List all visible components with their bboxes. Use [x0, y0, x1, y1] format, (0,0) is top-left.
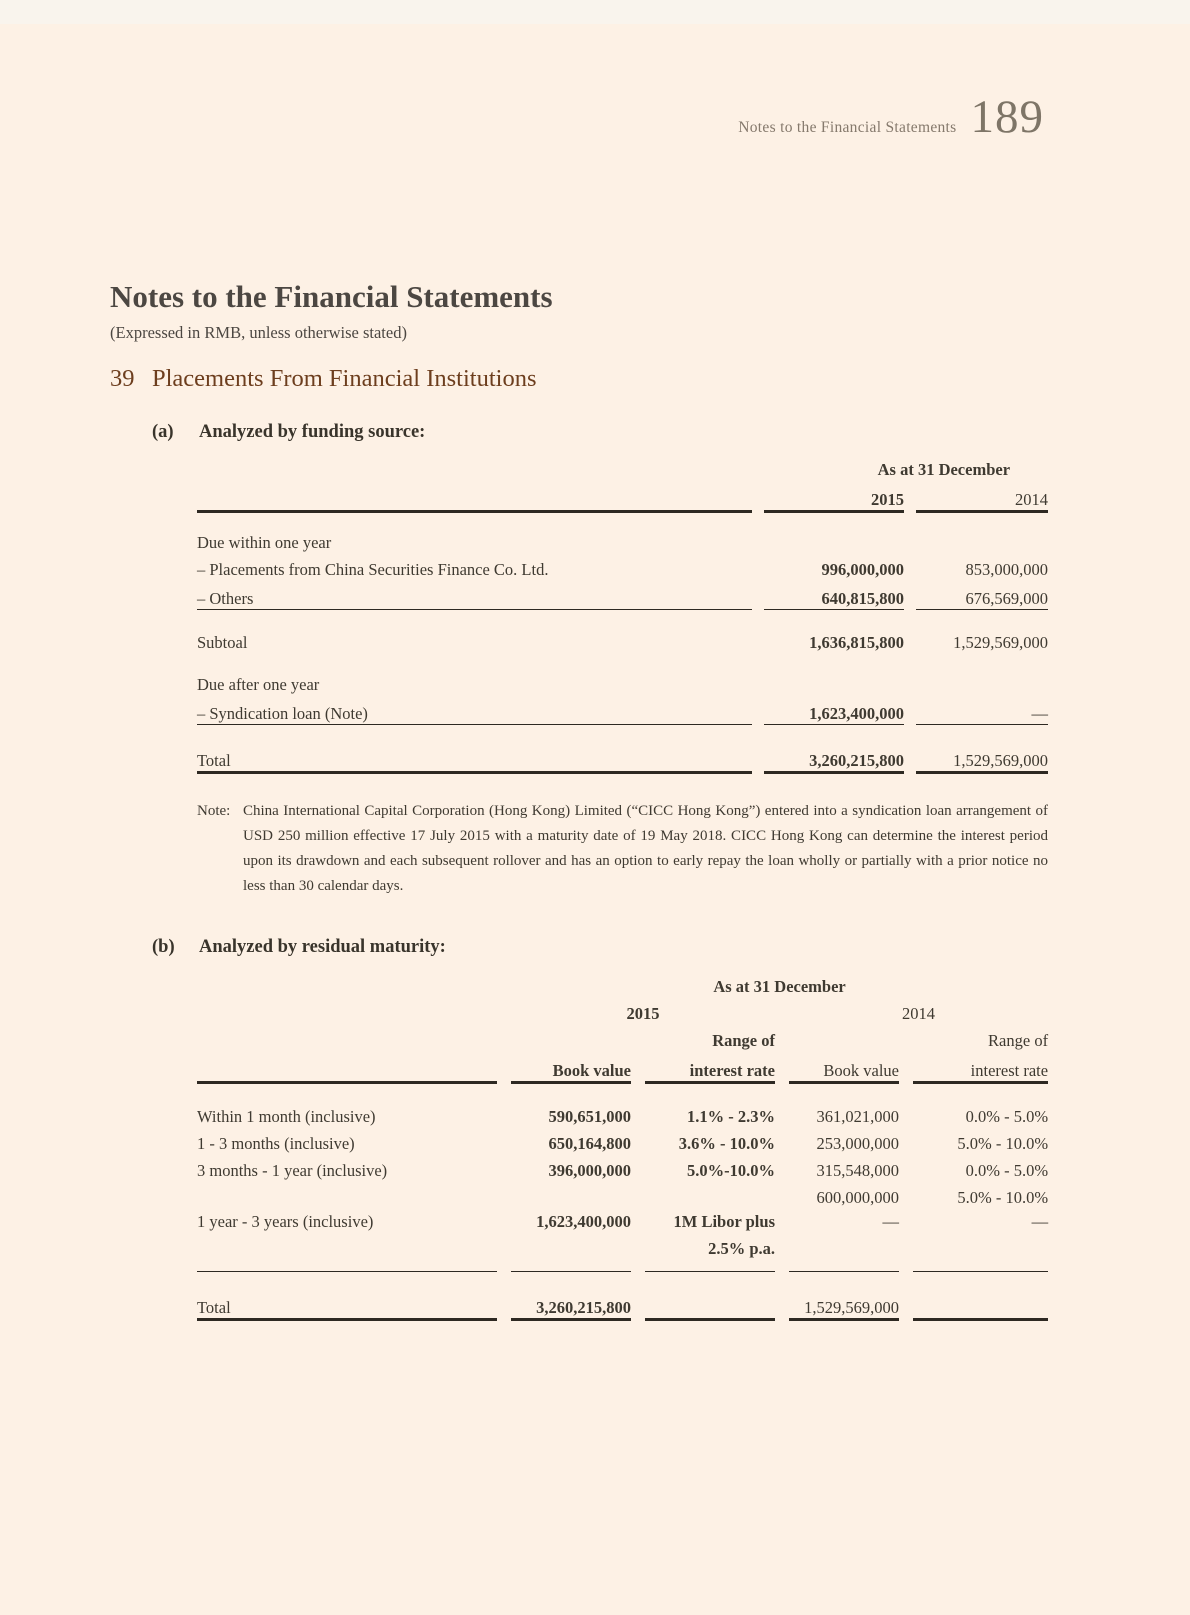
row-label: 1 year - 3 years (inclusive) — [197, 1208, 497, 1272]
table-row-total — [197, 1288, 1048, 1320]
book-value-2014-header: Book value — [789, 1051, 899, 1083]
table-row — [197, 1051, 1048, 1083]
book-value-2015: 650,164,800 — [548, 1134, 631, 1153]
book-value-2014: 253,000,000 — [816, 1134, 899, 1153]
table-row-total — [197, 741, 1048, 773]
value-2015: 1,636,815,800 — [809, 633, 904, 652]
year-2015-header: 2015 — [626, 1004, 660, 1023]
funding-source-table — [197, 454, 1048, 774]
book-value-2014: 361,021,000 — [816, 1107, 899, 1126]
running-title: Notes to the Financial Statements — [738, 119, 957, 136]
table-row — [197, 695, 1048, 725]
interest-rate-2015-header: interest rate — [645, 1051, 775, 1083]
rate-2015-line1: 1M Libor plus — [673, 1212, 775, 1231]
range-of-2015-header: Range of — [712, 1031, 775, 1050]
row-label: 1 - 3 months (inclusive) — [197, 1134, 355, 1153]
rate-2015 — [645, 1208, 775, 1272]
table-row — [197, 553, 1048, 580]
rate-2014: 5.0% - 10.0% — [957, 1134, 1049, 1153]
range-of-2014-header: Range of — [988, 1031, 1049, 1050]
page-title: Notes to the Financial Statements — [110, 279, 553, 314]
row-label: Total — [197, 1288, 497, 1320]
rate-2015: 3.6% - 10.0% — [678, 1134, 775, 1153]
residual-maturity-table — [197, 971, 1048, 1321]
period-header: As at 31 December — [713, 977, 846, 996]
period-header: As at 31 December — [877, 460, 1011, 479]
rate-2014: 0.0% - 5.0% — [965, 1107, 1049, 1126]
value-2014 — [916, 526, 1048, 553]
row-label: – Placements from China Securities Finance Co. Ltd. — [197, 560, 549, 579]
book-value-2014: 600,000,000 — [816, 1188, 899, 1207]
rate-2015 — [645, 1181, 775, 1208]
running-header — [738, 91, 1044, 143]
table-row — [197, 526, 1048, 553]
rate-2014: 0.0% - 5.0% — [965, 1161, 1049, 1180]
row-label: Due after one year — [197, 675, 320, 694]
row-label: Total — [197, 741, 752, 773]
table-row — [197, 997, 1048, 1024]
table-row — [197, 1154, 1048, 1181]
value-2014: — — [916, 695, 1048, 725]
value-2015: 3,260,215,800 — [764, 741, 904, 773]
book-value-2015: 3,260,215,800 — [511, 1288, 631, 1320]
table-row — [197, 626, 1048, 653]
book-value-2015: 590,651,000 — [548, 1107, 631, 1126]
book-value-2014: 1,529,569,000 — [789, 1288, 899, 1320]
row-label: Within 1 month (inclusive) — [197, 1107, 376, 1126]
rate-2014: 5.0% - 10.0% — [957, 1188, 1049, 1207]
section-heading — [110, 364, 1190, 394]
value-2014: 676,569,000 — [916, 580, 1048, 610]
rate-2015: 1.1% - 2.3% — [687, 1107, 775, 1126]
table-row — [197, 668, 1048, 695]
page-top-edge — [0, 0, 1190, 24]
book-value-2015: 1,623,400,000 — [511, 1208, 631, 1272]
value-2015: 640,815,800 — [764, 580, 904, 610]
value-2014: 1,529,569,000 — [953, 633, 1049, 652]
value-2014 — [916, 668, 1048, 695]
note-block — [197, 799, 1048, 899]
section-number: 39 — [110, 365, 135, 392]
rate-2014: — — [913, 1208, 1048, 1272]
subsection-b-title: Analyzed by residual maturity: — [199, 937, 446, 957]
row-label: – Others — [197, 580, 752, 610]
section-title: Placements From Financial Institutions — [152, 365, 537, 392]
subsection-a-title: Analyzed by funding source: — [199, 422, 426, 442]
table-row — [197, 454, 1048, 480]
year-2015-header: 2015 — [764, 480, 904, 512]
table-row — [197, 1100, 1048, 1127]
book-value-2014: — — [789, 1208, 899, 1272]
value-2015: 1,623,400,000 — [764, 695, 904, 725]
table-row — [197, 580, 1048, 610]
value-2015 — [764, 668, 904, 695]
row-label: Subtoal — [197, 633, 248, 652]
rate-2015: 5.0%-10.0% — [687, 1161, 775, 1180]
year-2014-header: 2014 — [902, 1004, 936, 1023]
year-2014-header: 2014 — [916, 480, 1048, 512]
book-value-2014: 315,548,000 — [816, 1161, 899, 1180]
table-row — [197, 1208, 1048, 1272]
value-2015 — [764, 526, 904, 553]
row-label: 3 months - 1 year (inclusive) — [197, 1161, 388, 1180]
table-row — [197, 1181, 1048, 1208]
rate-2015-line2: 2.5% p.a. — [708, 1239, 775, 1258]
page-number: 189 — [970, 91, 1044, 143]
book-value-2015-header: Book value — [511, 1051, 631, 1083]
row-label: Due within one year — [197, 533, 332, 552]
note-label: Note: — [197, 803, 231, 819]
subsection-b-label: (b) — [152, 937, 175, 957]
table-row — [197, 1127, 1048, 1154]
table-row — [197, 971, 1048, 997]
interest-rate-2014-header: interest rate — [913, 1051, 1048, 1083]
subsection-a-heading — [152, 420, 1190, 444]
value-2014: 1,529,569,000 — [916, 741, 1048, 773]
subsection-b-heading — [152, 935, 1190, 959]
book-value-2015: 396,000,000 — [548, 1161, 631, 1180]
note-text: China International Capital Corporation (Hong Kong) Limited (“CICC Hong Kong”) entered into a syndication loan arrangement of USD 250 million effective 17 July 2015 with a maturity date of 19 May 2018. CICC Hong Kong can determine the interest period upon its drawdown and each subsequent rollover and has an option to early repay the loan wholly or partially with a prior notice no less than 30 calendar days. — [243, 803, 1048, 894]
value-2014: 853,000,000 — [965, 560, 1049, 579]
page-subtitle: (Expressed in RMB, unless otherwise stated) — [110, 323, 407, 342]
table-row — [197, 1024, 1048, 1051]
row-label — [197, 1181, 497, 1208]
subsection-a-label: (a) — [152, 422, 174, 442]
value-2015: 996,000,000 — [821, 560, 904, 579]
row-label: – Syndication loan (Note) — [197, 695, 752, 725]
book-value-2015 — [511, 1181, 631, 1208]
table-row — [197, 480, 1048, 512]
